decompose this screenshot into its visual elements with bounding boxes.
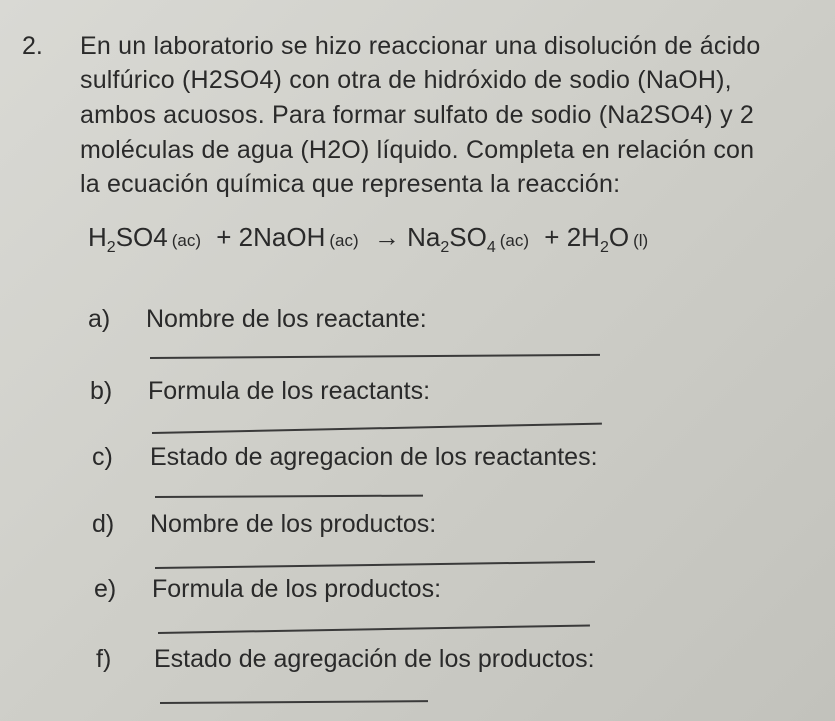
item-prompt: Nombre de los reactante:	[146, 305, 427, 333]
reactant-1-symbol: SO4	[115, 222, 168, 252]
plus-sign: +	[216, 222, 232, 252]
state-label: (l)	[633, 231, 649, 250]
state-label: (ac)	[329, 231, 359, 250]
product-2-symbol: O	[608, 222, 630, 252]
answer-blank-a[interactable]	[150, 354, 600, 359]
chemical-equation	[88, 222, 656, 257]
item-b	[90, 377, 430, 406]
item-letter: d)	[92, 510, 115, 538]
item-d	[92, 510, 436, 539]
product-1-symbol: SO	[449, 222, 487, 252]
item-prompt: Formula de los reactants:	[148, 377, 431, 405]
reactant-1-symbol: H	[88, 222, 107, 252]
reactant-2-symbol: 2NaOH	[238, 222, 326, 252]
item-letter: b)	[90, 377, 113, 405]
item-letter: f)	[96, 645, 112, 673]
item-c	[92, 443, 598, 472]
state-label: (ac)	[499, 231, 530, 250]
item-prompt: Estado de agregación de los productos:	[154, 645, 595, 673]
question-text-line: la ecuación química que representa la reacción:	[80, 170, 621, 198]
answer-blank-e[interactable]	[158, 624, 590, 634]
answer-blank-c[interactable]	[155, 495, 423, 498]
item-letter: e)	[94, 575, 117, 603]
question-text-line: sulfúrico (H2SO4) con otra de hidróxido de sodio (NaOH),	[80, 66, 732, 94]
item-f	[96, 645, 595, 674]
item-letter: c)	[92, 443, 113, 471]
subscript: 4	[486, 239, 496, 257]
question-text-line: moléculas de agua (H2O) líquido. Completa en relación con	[80, 136, 755, 164]
answer-blank-f[interactable]	[160, 700, 428, 704]
state-label: (ac)	[171, 231, 201, 250]
subscript: 2	[440, 239, 450, 257]
plus-sign: +	[544, 222, 560, 252]
subscript: 2	[599, 239, 609, 257]
product-2-symbol: 2H	[566, 222, 600, 252]
subscript: 2	[106, 239, 116, 257]
question-text-line: ambos acuosos. Para formar sulfato de sodio (Na2SO4) y 2	[80, 101, 755, 129]
item-prompt: Nombre de los productos:	[150, 510, 437, 538]
item-prompt: Estado de agregacion de los reactantes:	[150, 443, 598, 471]
item-a	[88, 305, 427, 334]
question-number: 2.	[22, 32, 43, 60]
item-e	[94, 575, 441, 604]
question-text-line: En un laboratorio se hizo reaccionar una disolución de ácido	[80, 32, 761, 60]
product-1-symbol: Na	[407, 222, 441, 252]
item-prompt: Formula de los productos:	[152, 575, 442, 603]
answer-blank-b[interactable]	[152, 423, 602, 434]
answer-blank-d[interactable]	[155, 561, 595, 569]
item-letter: a)	[88, 305, 111, 333]
reaction-arrow-icon: →	[373, 222, 400, 252]
